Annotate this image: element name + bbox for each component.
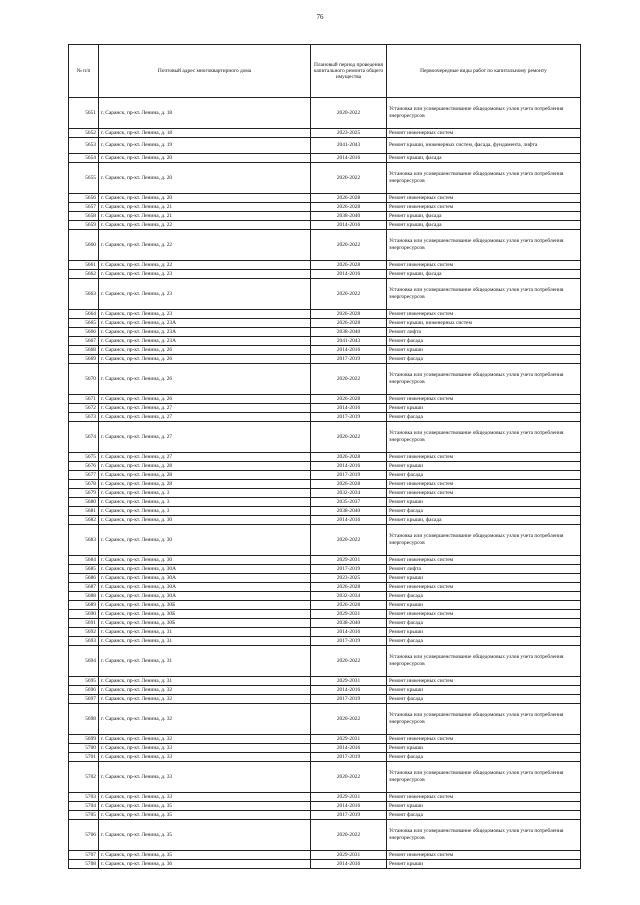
row-period: 2029-2031 bbox=[311, 556, 387, 565]
row-period: 2020-2022 bbox=[311, 279, 387, 310]
row-period: 2020-2022 bbox=[311, 762, 387, 793]
row-period: 2038-2040 bbox=[311, 212, 387, 221]
row-period: 2017-2019 bbox=[311, 355, 387, 364]
table-row bbox=[69, 601, 581, 610]
row-number: 5656 bbox=[69, 194, 99, 203]
row-works: Ремонт инженерных систем bbox=[387, 489, 581, 498]
row-period: 2026-2028 bbox=[311, 261, 387, 270]
row-works: Установка или усовершенствование общедомовых узлов учета потребления энергоресурсов bbox=[387, 422, 581, 453]
header-num: № п/п bbox=[69, 45, 99, 98]
row-number: 5657 bbox=[69, 203, 99, 212]
row-address: г. Саранск, пр-кт. Ленина, д. 22 bbox=[99, 221, 311, 230]
row-address: г. Саранск, пр-кт. Ленина, д. 26 bbox=[99, 364, 311, 395]
row-period: 2014-2016 bbox=[311, 516, 387, 525]
row-number: 5677 bbox=[69, 471, 99, 480]
row-works: Ремонт крыши, инженерных систем, фасада, фундамента, лифта bbox=[387, 138, 581, 154]
row-works: Ремонт инженерных систем bbox=[387, 851, 581, 860]
table-row bbox=[69, 422, 581, 453]
table-row bbox=[69, 744, 581, 753]
row-period: 2014-2016 bbox=[311, 686, 387, 695]
row-period: 2032-2034 bbox=[311, 489, 387, 498]
table-row bbox=[69, 163, 581, 194]
row-address: г. Саранск, пр-кт. Ленина, д. 20 bbox=[99, 154, 311, 163]
row-period: 2023-2025 bbox=[311, 129, 387, 138]
row-number: 5704 bbox=[69, 802, 99, 811]
row-works: Ремонт крыши bbox=[387, 574, 581, 583]
table-row bbox=[69, 279, 581, 310]
row-works: Ремонт инженерных систем bbox=[387, 261, 581, 270]
row-address: г. Саранск, пр-кт. Ленина, д. 35 bbox=[99, 811, 311, 820]
row-works: Ремонт крыши bbox=[387, 802, 581, 811]
row-period: 2014-2016 bbox=[311, 860, 387, 869]
row-number: 5699 bbox=[69, 735, 99, 744]
row-number: 5700 bbox=[69, 744, 99, 753]
table-row bbox=[69, 498, 581, 507]
header-period: Плановый период проведения капитального ремонта общего имущества bbox=[311, 45, 387, 98]
row-period: 2020-2022 bbox=[311, 364, 387, 395]
row-number: 5692 bbox=[69, 628, 99, 637]
row-number: 5678 bbox=[69, 480, 99, 489]
row-works: Ремонт фасада bbox=[387, 413, 581, 422]
row-period: 2026-2028 bbox=[311, 601, 387, 610]
row-address: г. Саранск, пр-кт. Ленина, д. 31 bbox=[99, 677, 311, 686]
table-row bbox=[69, 592, 581, 601]
row-number: 5688 bbox=[69, 592, 99, 601]
row-period: 2026-2028 bbox=[311, 395, 387, 404]
row-address: г. Саранск, пр-кт. Ленина, д. 19 bbox=[99, 138, 311, 154]
row-works: Ремонт фасада bbox=[387, 619, 581, 628]
row-number: 5694 bbox=[69, 646, 99, 677]
row-works: Установка или усовершенствование общедомовых узлов учета потребления энергоресурсов bbox=[387, 646, 581, 677]
row-number: 5676 bbox=[69, 462, 99, 471]
row-works: Ремонт крыши bbox=[387, 404, 581, 413]
row-address: г. Саранск, пр-кт. Ленина, д. 36 bbox=[99, 860, 311, 869]
row-period: 2035-2037 bbox=[311, 498, 387, 507]
row-address: г. Саранск, пр-кт. Ленина, д. 23А bbox=[99, 319, 311, 328]
row-works: Ремонт фасада bbox=[387, 471, 581, 480]
row-period: 2014-2016 bbox=[311, 628, 387, 637]
row-works: Ремонт инженерных систем bbox=[387, 583, 581, 592]
row-period: 2020-2022 bbox=[311, 98, 387, 129]
row-number: 5705 bbox=[69, 811, 99, 820]
row-address: г. Саранск, пр-кт. Ленина, д. 3 bbox=[99, 498, 311, 507]
row-address: г. Саранск, пр-кт. Ленина, д. 32 bbox=[99, 695, 311, 704]
row-works: Ремонт крыши, фасада bbox=[387, 154, 581, 163]
row-period: 2026-2028 bbox=[311, 583, 387, 592]
table-row bbox=[69, 203, 581, 212]
row-period: 2020-2022 bbox=[311, 646, 387, 677]
row-address: г. Саранск, пр-кт. Ленина, д. 28 bbox=[99, 471, 311, 480]
row-works: Ремонт крыши, фасада bbox=[387, 270, 581, 279]
row-number: 5706 bbox=[69, 820, 99, 851]
row-number: 5661 bbox=[69, 261, 99, 270]
table-row bbox=[69, 355, 581, 364]
row-period: 2038-2040 bbox=[311, 619, 387, 628]
row-number: 5683 bbox=[69, 525, 99, 556]
row-works: Ремонт крыши bbox=[387, 628, 581, 637]
row-number: 5658 bbox=[69, 212, 99, 221]
row-period: 2029-2031 bbox=[311, 793, 387, 802]
row-address: г. Саранск, пр-кт. Ленина, д. 23А bbox=[99, 328, 311, 337]
table-row bbox=[69, 735, 581, 744]
row-number: 5662 bbox=[69, 270, 99, 279]
table-header-row bbox=[69, 45, 581, 98]
row-address: г. Саранск, пр-кт. Ленина, д. 21 bbox=[99, 203, 311, 212]
row-number: 5680 bbox=[69, 498, 99, 507]
row-address: г. Саранск, пр-кт. Ленина, д. 35 bbox=[99, 820, 311, 851]
row-period: 2014-2016 bbox=[311, 346, 387, 355]
row-address: г. Саранск, пр-кт. Ленина, д. 27 bbox=[99, 404, 311, 413]
row-number: 5673 bbox=[69, 413, 99, 422]
row-number: 5682 bbox=[69, 516, 99, 525]
table-row bbox=[69, 695, 581, 704]
row-number: 5695 bbox=[69, 677, 99, 686]
row-address: г. Саранск, пр-кт. Ленина, д. 31 bbox=[99, 646, 311, 677]
table-row bbox=[69, 619, 581, 628]
table-row bbox=[69, 471, 581, 480]
row-number: 5671 bbox=[69, 395, 99, 404]
row-period: 2029-2031 bbox=[311, 610, 387, 619]
row-period: 2017-2019 bbox=[311, 811, 387, 820]
table-row bbox=[69, 583, 581, 592]
row-number: 5691 bbox=[69, 619, 99, 628]
row-works: Ремонт лифта bbox=[387, 328, 581, 337]
row-period: 2041-2043 bbox=[311, 138, 387, 154]
row-works: Ремонт фасада bbox=[387, 811, 581, 820]
row-period: 2020-2022 bbox=[311, 704, 387, 735]
row-works: Ремонт инженерных систем bbox=[387, 610, 581, 619]
row-period: 2014-2016 bbox=[311, 744, 387, 753]
row-period: 2017-2019 bbox=[311, 565, 387, 574]
row-period: 2020-2022 bbox=[311, 163, 387, 194]
row-period: 2020-2022 bbox=[311, 820, 387, 851]
table-row bbox=[69, 261, 581, 270]
row-address: г. Саранск, пр-кт. Ленина, д. 26 bbox=[99, 355, 311, 364]
row-period: 2026-2028 bbox=[311, 480, 387, 489]
row-number: 5669 bbox=[69, 355, 99, 364]
table-row bbox=[69, 319, 581, 328]
row-number: 5666 bbox=[69, 328, 99, 337]
table-row bbox=[69, 646, 581, 677]
row-works: Ремонт инженерных систем bbox=[387, 735, 581, 744]
capital-repair-table bbox=[68, 44, 581, 869]
row-address: г. Саранск, пр-кт. Ленина, д. 30 bbox=[99, 525, 311, 556]
table-row bbox=[69, 802, 581, 811]
row-period: 2017-2019 bbox=[311, 695, 387, 704]
row-period: 2014-2016 bbox=[311, 404, 387, 413]
row-address: г. Саранск, пр-кт. Ленина, д. 20 bbox=[99, 194, 311, 203]
row-address: г. Саранск, пр-кт. Ленина, д. 26 bbox=[99, 395, 311, 404]
row-period: 2038-2040 bbox=[311, 507, 387, 516]
row-works: Ремонт инженерных систем bbox=[387, 556, 581, 565]
row-works: Установка или усовершенствование общедомовых узлов учета потребления энергоресурсов bbox=[387, 525, 581, 556]
row-number: 5698 bbox=[69, 704, 99, 735]
table-row bbox=[69, 310, 581, 319]
row-address: г. Саранск, пр-кт. Ленина, д. 33 bbox=[99, 744, 311, 753]
row-period: 2026-2028 bbox=[311, 319, 387, 328]
table-row bbox=[69, 565, 581, 574]
table-row bbox=[69, 453, 581, 462]
row-address: г. Саранск, пр-кт. Ленина, д. 30Б bbox=[99, 601, 311, 610]
row-works: Ремонт инженерных систем bbox=[387, 203, 581, 212]
header-works: Первоочередные виды работ по капитальному ремонту bbox=[387, 45, 581, 98]
row-works: Ремонт лифта bbox=[387, 565, 581, 574]
row-number: 5697 bbox=[69, 695, 99, 704]
row-period: 2032-2034 bbox=[311, 592, 387, 601]
row-address: г. Саранск, пр-кт. Ленина, д. 28 bbox=[99, 462, 311, 471]
row-works: Ремонт крыши bbox=[387, 601, 581, 610]
table-row bbox=[69, 221, 581, 230]
table-row bbox=[69, 154, 581, 163]
row-works: Установка или усовершенствование общедомовых узлов учета потребления энергоресурсов bbox=[387, 98, 581, 129]
row-works: Установка или усовершенствование общедомовых узлов учета потребления энергоресурсов bbox=[387, 163, 581, 194]
row-number: 5664 bbox=[69, 310, 99, 319]
row-works: Ремонт фасада bbox=[387, 355, 581, 364]
table-row bbox=[69, 346, 581, 355]
row-number: 5690 bbox=[69, 610, 99, 619]
row-works: Ремонт фасада bbox=[387, 753, 581, 762]
row-number: 5652 bbox=[69, 129, 99, 138]
row-period: 2017-2019 bbox=[311, 637, 387, 646]
table-row bbox=[69, 489, 581, 498]
row-works: Установка или усовершенствование общедомовых узлов учета потребления энергоресурсов bbox=[387, 230, 581, 261]
row-works: Ремонт фасада bbox=[387, 637, 581, 646]
table-row bbox=[69, 811, 581, 820]
row-works: Ремонт инженерных систем bbox=[387, 793, 581, 802]
row-number: 5665 bbox=[69, 319, 99, 328]
table-row bbox=[69, 129, 581, 138]
row-address: г. Саранск, пр-кт. Ленина, д. 3 bbox=[99, 507, 311, 516]
row-works: Ремонт инженерных систем bbox=[387, 310, 581, 319]
row-number: 5651 bbox=[69, 98, 99, 129]
row-period: 2014-2016 bbox=[311, 154, 387, 163]
row-number: 5689 bbox=[69, 601, 99, 610]
row-period: 2029-2031 bbox=[311, 677, 387, 686]
table-row bbox=[69, 753, 581, 762]
row-number: 5685 bbox=[69, 565, 99, 574]
table-row bbox=[69, 820, 581, 851]
table-row bbox=[69, 851, 581, 860]
row-period: 2041-2043 bbox=[311, 337, 387, 346]
row-works: Установка или усовершенствование общедомовых узлов учета потребления энергоресурсов bbox=[387, 820, 581, 851]
row-address: г. Саранск, пр-кт. Ленина, д. 27 bbox=[99, 422, 311, 453]
row-number: 5686 bbox=[69, 574, 99, 583]
row-number: 5684 bbox=[69, 556, 99, 565]
row-period: 2017-2019 bbox=[311, 413, 387, 422]
row-works: Ремонт крыши bbox=[387, 744, 581, 753]
row-number: 5687 bbox=[69, 583, 99, 592]
row-works: Ремонт инженерных систем bbox=[387, 453, 581, 462]
table-row bbox=[69, 628, 581, 637]
table-row bbox=[69, 337, 581, 346]
table-row bbox=[69, 574, 581, 583]
row-address: г. Саранск, пр-кт. Ленина, д. 23 bbox=[99, 279, 311, 310]
row-address: г. Саранск, пр-кт. Ленина, д. 33 bbox=[99, 753, 311, 762]
row-period: 2014-2016 bbox=[311, 462, 387, 471]
row-number: 5672 bbox=[69, 404, 99, 413]
row-works: Ремонт инженерных систем bbox=[387, 194, 581, 203]
row-address: г. Саранск, пр-кт. Ленина, д. 23 bbox=[99, 310, 311, 319]
row-works: Установка или усовершенствование общедомовых узлов учета потребления энергоресурсов bbox=[387, 762, 581, 793]
row-works: Ремонт крыши bbox=[387, 462, 581, 471]
table-row bbox=[69, 230, 581, 261]
row-address: г. Саранск, пр-кт. Ленина, д. 30 bbox=[99, 516, 311, 525]
row-period: 2026-2028 bbox=[311, 310, 387, 319]
row-number: 5670 bbox=[69, 364, 99, 395]
row-number: 5654 bbox=[69, 154, 99, 163]
row-works: Ремонт инженерных систем bbox=[387, 129, 581, 138]
table-row bbox=[69, 194, 581, 203]
row-number: 5693 bbox=[69, 637, 99, 646]
row-period: 2023-2025 bbox=[311, 574, 387, 583]
table-row bbox=[69, 686, 581, 695]
row-number: 5679 bbox=[69, 489, 99, 498]
table-row bbox=[69, 516, 581, 525]
row-period: 2020-2022 bbox=[311, 525, 387, 556]
row-address: г. Саранск, пр-кт. Ленина, д. 30Б bbox=[99, 619, 311, 628]
row-address: г. Саранск, пр-кт. Ленина, д. 32 bbox=[99, 735, 311, 744]
row-number: 5701 bbox=[69, 753, 99, 762]
table-row bbox=[69, 507, 581, 516]
row-works: Установка или усовершенствование общедомовых узлов учета потребления энергоресурсов bbox=[387, 364, 581, 395]
page-number: 76 bbox=[316, 13, 324, 21]
row-address: г. Саранск, пр-кт. Ленина, д. 21 bbox=[99, 212, 311, 221]
table-row bbox=[69, 556, 581, 565]
table-row bbox=[69, 270, 581, 279]
table-row bbox=[69, 860, 581, 869]
row-number: 5653 bbox=[69, 138, 99, 154]
row-works: Ремонт крыши bbox=[387, 346, 581, 355]
row-address: г. Саранск, пр-кт. Ленина, д. 35 bbox=[99, 851, 311, 860]
row-address: г. Саранск, пр-кт. Ленина, д. 33 bbox=[99, 793, 311, 802]
table-row bbox=[69, 138, 581, 154]
row-address: г. Саранск, пр-кт. Ленина, д. 3 bbox=[99, 489, 311, 498]
row-number: 5707 bbox=[69, 851, 99, 860]
table-row bbox=[69, 328, 581, 337]
table-row bbox=[69, 98, 581, 129]
row-works: Ремонт инженерных систем bbox=[387, 480, 581, 489]
row-address: г. Саранск, пр-кт. Ленина, д. 27 bbox=[99, 413, 311, 422]
row-address: г. Саранск, пр-кт. Ленина, д. 27 bbox=[99, 453, 311, 462]
row-number: 5696 bbox=[69, 686, 99, 695]
table-row bbox=[69, 704, 581, 735]
row-number: 5674 bbox=[69, 422, 99, 453]
row-address: г. Саранск, пр-кт. Ленина, д. 26 bbox=[99, 346, 311, 355]
row-number: 5703 bbox=[69, 793, 99, 802]
row-address: г. Саранск, пр-кт. Ленина, д. 32 bbox=[99, 686, 311, 695]
row-number: 5681 bbox=[69, 507, 99, 516]
table-row bbox=[69, 610, 581, 619]
row-works: Ремонт крыши bbox=[387, 498, 581, 507]
row-address: г. Саранск, пр-кт. Ленина, д. 30А bbox=[99, 583, 311, 592]
row-works: Ремонт крыши, инженерных систем bbox=[387, 319, 581, 328]
table-row bbox=[69, 462, 581, 471]
row-number: 5708 bbox=[69, 860, 99, 869]
row-works: Ремонт крыши, фасада bbox=[387, 212, 581, 221]
row-address: г. Саранск, пр-кт. Ленина, д. 30А bbox=[99, 574, 311, 583]
row-period: 2020-2022 bbox=[311, 422, 387, 453]
row-works: Ремонт фасада bbox=[387, 337, 581, 346]
row-address: г. Саранск, пр-кт. Ленина, д. 30Б bbox=[99, 610, 311, 619]
table-row bbox=[69, 793, 581, 802]
header-address: Почтовый адрес многоквартирного дома bbox=[99, 45, 311, 98]
row-works: Ремонт фасада bbox=[387, 507, 581, 516]
row-address: г. Саранск, пр-кт. Ленина, д. 22 bbox=[99, 230, 311, 261]
row-address: г. Саранск, пр-кт. Ленина, д. 35 bbox=[99, 802, 311, 811]
row-address: г. Саранск, пр-кт. Ленина, д. 30А bbox=[99, 592, 311, 601]
row-period: 2020-2022 bbox=[311, 230, 387, 261]
row-address: г. Саранск, пр-кт. Ленина, д. 23 bbox=[99, 270, 311, 279]
row-works: Установка или усовершенствование общедомовых узлов учета потребления энергоресурсов bbox=[387, 704, 581, 735]
row-number: 5675 bbox=[69, 453, 99, 462]
row-address: г. Саранск, пр-кт. Ленина, д. 31 bbox=[99, 628, 311, 637]
table-row bbox=[69, 413, 581, 422]
row-address: г. Саранск, пр-кт. Ленина, д. 28 bbox=[99, 480, 311, 489]
table-row bbox=[69, 212, 581, 221]
row-period: 2017-2019 bbox=[311, 471, 387, 480]
row-period: 2017-2019 bbox=[311, 753, 387, 762]
row-address: г. Саранск, пр-кт. Ленина, д. 23А bbox=[99, 337, 311, 346]
row-period: 2014-2016 bbox=[311, 802, 387, 811]
row-works: Ремонт крыши bbox=[387, 860, 581, 869]
row-address: г. Саранск, пр-кт. Ленина, д. 30А bbox=[99, 565, 311, 574]
table-row bbox=[69, 395, 581, 404]
row-number: 5668 bbox=[69, 346, 99, 355]
row-works: Ремонт инженерных систем bbox=[387, 677, 581, 686]
row-period: 2014-2016 bbox=[311, 221, 387, 230]
table-row bbox=[69, 637, 581, 646]
row-number: 5667 bbox=[69, 337, 99, 346]
row-number: 5663 bbox=[69, 279, 99, 310]
table-row bbox=[69, 762, 581, 793]
row-address: г. Саранск, пр-кт. Ленина, д. 32 bbox=[99, 704, 311, 735]
table-row bbox=[69, 525, 581, 556]
row-number: 5655 bbox=[69, 163, 99, 194]
table-row bbox=[69, 677, 581, 686]
row-works: Ремонт фасада bbox=[387, 592, 581, 601]
row-number: 5702 bbox=[69, 762, 99, 793]
row-period: 2026-2028 bbox=[311, 203, 387, 212]
row-period: 2014-2016 bbox=[311, 270, 387, 279]
row-period: 2026-2028 bbox=[311, 453, 387, 462]
row-period: 2029-2031 bbox=[311, 735, 387, 744]
row-period: 2026-2028 bbox=[311, 194, 387, 203]
row-address: г. Саранск, пр-кт. Ленина, д. 22 bbox=[99, 261, 311, 270]
row-address: г. Саранск, пр-кт. Ленина, д. 20 bbox=[99, 163, 311, 194]
row-works: Ремонт крыши, фасада bbox=[387, 516, 581, 525]
row-works: Ремонт крыши, фасада bbox=[387, 221, 581, 230]
row-period: 2038-2040 bbox=[311, 328, 387, 337]
table-body bbox=[69, 98, 581, 869]
row-works: Ремонт фасада bbox=[387, 695, 581, 704]
row-works: Установка или усовершенствование общедомовых узлов учета потребления энергоресурсов bbox=[387, 279, 581, 310]
row-works: Ремонт инженерных систем bbox=[387, 395, 581, 404]
table-row bbox=[69, 364, 581, 395]
row-address: г. Саранск, пр-кт. Ленина, д. 18 bbox=[99, 98, 311, 129]
table-row bbox=[69, 480, 581, 489]
row-number: 5659 bbox=[69, 221, 99, 230]
row-address: г. Саранск, пр-кт. Ленина, д. 18 bbox=[99, 129, 311, 138]
row-number: 5660 bbox=[69, 230, 99, 261]
table-row bbox=[69, 404, 581, 413]
row-works: Ремонт крыши bbox=[387, 686, 581, 695]
row-period: 2029-2031 bbox=[311, 851, 387, 860]
row-address: г. Саранск, пр-кт. Ленина, д. 30 bbox=[99, 556, 311, 565]
row-address: г. Саранск, пр-кт. Ленина, д. 33 bbox=[99, 762, 311, 793]
row-address: г. Саранск, пр-кт. Ленина, д. 31 bbox=[99, 637, 311, 646]
